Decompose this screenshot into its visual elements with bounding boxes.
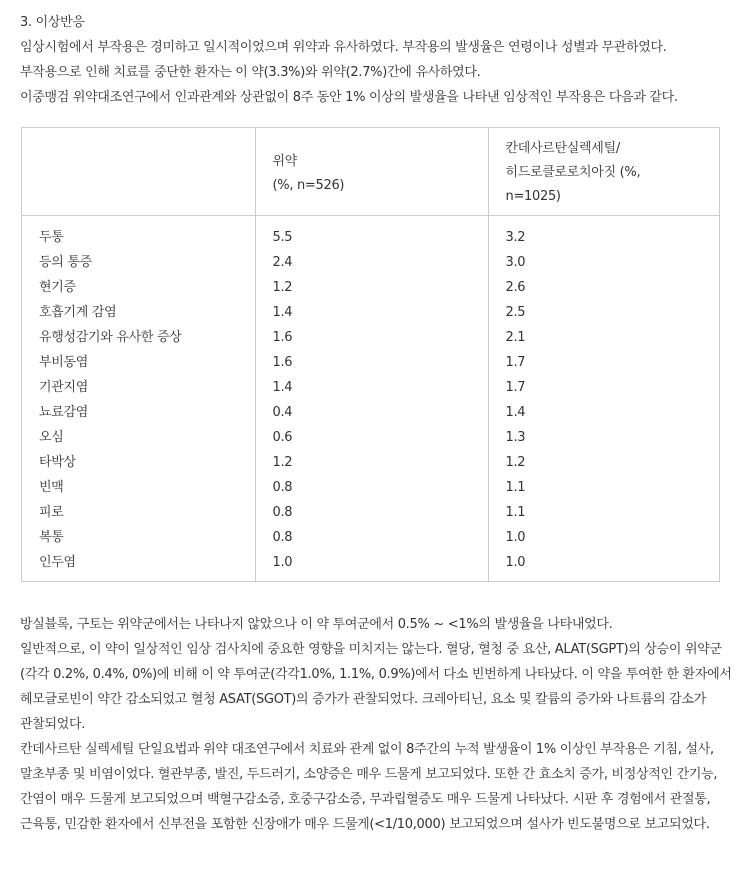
placebo-value: 0.8: [272, 505, 293, 520]
placebo-value: 1.6: [272, 355, 293, 370]
header-cell-event: [22, 128, 255, 216]
drug-value: 1.1: [505, 480, 526, 495]
event-name: 타박상: [39, 455, 76, 470]
drug-value: 1.0: [505, 555, 526, 570]
event-name: 오심: [39, 430, 64, 445]
placebo-value: 1.4: [272, 305, 293, 320]
event-name: 등의 통증: [39, 255, 92, 270]
drug-value: 3.2: [505, 230, 526, 245]
table-body-row: [22, 216, 719, 582]
drug-value: 1.4: [505, 405, 526, 420]
adverse-events-table: [21, 127, 720, 582]
drug-value: 1.1: [505, 505, 526, 520]
drug-header-line-2: 히드로클로로치아짓 (%,: [505, 165, 641, 180]
drug-value-column: [488, 216, 719, 582]
placebo-value: 1.2: [272, 455, 293, 470]
drug-value: 1.3: [505, 430, 526, 445]
intro-paragraph-1: 임상시험에서 부작용은 경미하고 일시적이었으며 위약과 유사하였다. 부작용의 발생율은 연령이나 성별과 무관하였다.: [20, 40, 667, 55]
placebo-value: 1.0: [272, 555, 293, 570]
placebo-header-label: 위약: [272, 154, 298, 169]
placebo-value: 1.4: [272, 380, 293, 395]
intro-paragraph-2: 부작용으로 인해 치료를 중단한 환자는 이 약(3.3%)와 위약(2.7%)간에 유사하였다.: [20, 65, 481, 80]
drug-value: 2.6: [505, 280, 526, 295]
placebo-value: 0.4: [272, 405, 293, 420]
intro-paragraph-3: 이중맹검 위약대조연구에서 인과관계와 상관없이 8주 동안 1% 이상의 발생율을 나타낸 임상적인 부작용은 다음과 같다.: [20, 90, 678, 105]
drug-header-line-1: 칸데사르탄실렉세틸/: [505, 141, 620, 156]
placebo-header-n: (%, n=526): [272, 178, 345, 193]
placebo-value: 2.4: [272, 255, 293, 270]
event-name: 두통: [39, 230, 64, 245]
event-name: 복통: [39, 530, 64, 545]
event-name: 피로: [39, 505, 64, 520]
header-cell-drug: [488, 128, 719, 216]
event-name: 기관지염: [39, 380, 89, 395]
placebo-value: 0.8: [272, 530, 293, 545]
placebo-value: 1.2: [272, 280, 293, 295]
placebo-value-column: [255, 216, 488, 582]
section-intro: [20, 10, 734, 110]
event-name: 뇨료감염: [39, 405, 89, 420]
drug-value: 1.0: [505, 530, 526, 545]
event-name: 현기증: [39, 280, 76, 295]
section-heading: 3. 이상반응: [20, 15, 85, 30]
event-name: 부비동염: [39, 355, 89, 370]
placebo-value: 5.5: [272, 230, 293, 245]
after-paragraph-3: 칸데사르탄 실렉세틸 단일요법과 위약 대조연구에서 치료와 관계 없이 8주간의 누적 발생율이 1% 이상인 부작용은 기침, 설사, 말초부종 및 비염이었다. 혈관부종, 발진, 두드러기, 소양증은 매우 드물게 보고되었다. 또한 간 효소치 증가, 비정상적인 간기능, 간염이 매우 드물게 보고되었으며 백혈구감소증, 호중구감소증, 무과립혈증도 매우 드물게 나타났다. 시판 후 경험에서 관절통, 근육통, 민감한 환자에서 신부전을 포함한 신장애가 매우 드물게(<1/10,000) 보고되었으며 설사가 빈도불명으로 보고되었다.: [20, 742, 718, 832]
event-name: 호흡기계 감염: [39, 305, 117, 320]
event-name-column: [22, 216, 255, 582]
placebo-value: 1.6: [272, 330, 293, 345]
event-name: 유행성감기와 유사한 증상: [39, 330, 182, 345]
drug-value: 1.7: [505, 355, 526, 370]
drug-header-line-3: n=1025): [505, 189, 561, 204]
drug-value: 1.2: [505, 455, 526, 470]
drug-value: 1.7: [505, 380, 526, 395]
placebo-value: 0.6: [272, 430, 293, 445]
after-paragraph-1: 방실블록, 구토는 위약군에서는 나타나지 않았으나 이 약 투여군에서 0.5% ~ <1%의 발생율을 나타내었다.: [20, 617, 613, 632]
event-name: 인두염: [39, 555, 76, 570]
drug-value: 3.0: [505, 255, 526, 270]
header-cell-placebo: [255, 128, 488, 216]
event-name: 빈맥: [39, 480, 64, 495]
drug-value: 2.1: [505, 330, 526, 345]
post-table-text: [20, 612, 734, 837]
table-header-row: [22, 128, 719, 216]
placebo-value: 0.8: [272, 480, 293, 495]
drug-value: 2.5: [505, 305, 526, 320]
after-paragraph-2: 일반적으로, 이 약이 일상적인 임상 검사치에 중요한 영향을 미치지는 않는다. 혈당, 혈청 중 요산, ALAT(SGPT)의 상승이 위약군(각각 0.2%, 0.4%, 0%)에 비해 이 약 투여군(각각1.0%, 1.1%, 0.9%)에서 다소 빈번하게 나타났다. 이 약을 투여한 한 환자에서 헤모글로빈이 약간 감소되었고 혈청 ASAT(SGOT)의 증가가 관찰되었다. 크레아티닌, 요소 및 칼륨의 증가와 나트륨의 감소가 관찰되었다.: [20, 642, 732, 732]
